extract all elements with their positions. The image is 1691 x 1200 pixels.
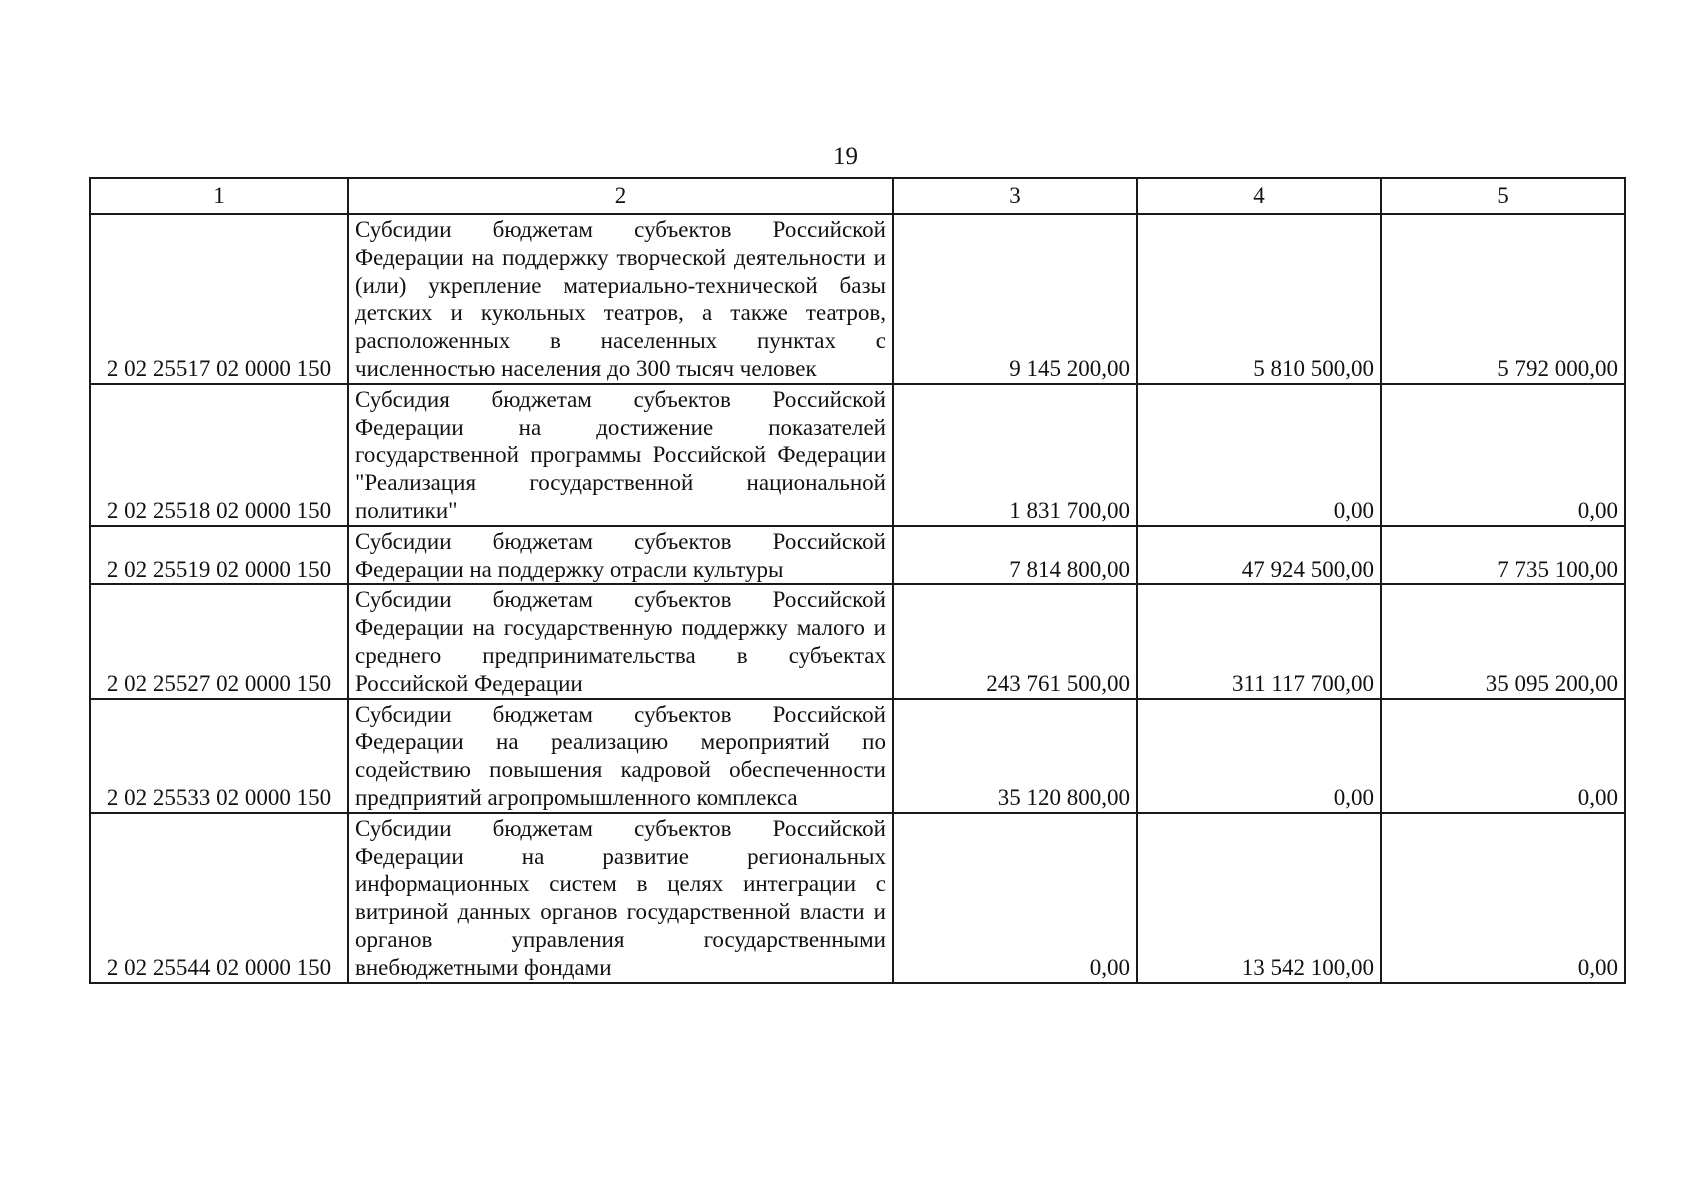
column-header-3: 3 (893, 178, 1137, 214)
table-header-row (90, 178, 1625, 214)
column-header-1: 1 (90, 178, 348, 214)
amount-col5: 0,00 (1381, 384, 1625, 526)
amount-col4: 311 117 700,00 (1137, 584, 1381, 698)
table-row (90, 214, 1625, 384)
amount-col4: 5 810 500,00 (1137, 214, 1381, 384)
amount-col5: 7 735 100,00 (1381, 526, 1625, 585)
budget-description: Субсидия бюджетам субъектов Российской Федерации на достижение показателей государственной программы Российской Федерации "Реализация государственной национальной политики" (348, 384, 893, 526)
column-header-5: 5 (1381, 178, 1625, 214)
amount-col3: 0,00 (893, 813, 1137, 983)
table-row (90, 526, 1625, 585)
budget-code: 2 02 25517 02 0000 150 (90, 214, 348, 384)
amount-col5: 35 095 200,00 (1381, 584, 1625, 698)
amount-col3: 35 120 800,00 (893, 699, 1137, 813)
budget-code: 2 02 25518 02 0000 150 (90, 384, 348, 526)
amount-col3: 243 761 500,00 (893, 584, 1137, 698)
budget-description: Субсидии бюджетам субъектов Российской Федерации на поддержку отрасли культуры (348, 526, 893, 585)
amount-col5: 5 792 000,00 (1381, 214, 1625, 384)
budget-code: 2 02 25544 02 0000 150 (90, 813, 348, 983)
budget-description: Субсидии бюджетам субъектов Российской Федерации на поддержку творческой деятельности и (или) укрепление материально-технической базы детских и кукольных театров, а также театров, расположенных в населенных пунктах с численностью населения до 300 тысяч человек (348, 214, 893, 384)
amount-col5: 0,00 (1381, 699, 1625, 813)
amount-col4: 0,00 (1137, 384, 1381, 526)
amount-col3: 7 814 800,00 (893, 526, 1137, 585)
amount-col5: 0,00 (1381, 813, 1625, 983)
column-header-4: 4 (1137, 178, 1381, 214)
amount-col4: 13 542 100,00 (1137, 813, 1381, 983)
budget-code: 2 02 25527 02 0000 150 (90, 584, 348, 698)
budget-table (89, 177, 1626, 984)
budget-description: Субсидии бюджетам субъектов Российской Федерации на реализацию мероприятий по содействию повышения кадровой обеспеченности предприятий агропромышленного комплекса (348, 699, 893, 813)
table-row (90, 699, 1625, 813)
budget-description: Субсидии бюджетам субъектов Российской Федерации на развитие региональных информационных систем в целях интеграции с витриной данных органов государственной власти и органов управления государственными внебюджетными фондами (348, 813, 893, 983)
table-row (90, 813, 1625, 983)
page-number: 19 (833, 143, 858, 170)
budget-description: Субсидии бюджетам субъектов Российской Федерации на государственную поддержку малого и среднего предпринимательства в субъектах Российской Федерации (348, 584, 893, 698)
table-row (90, 584, 1625, 698)
amount-col3: 1 831 700,00 (893, 384, 1137, 526)
table-row (90, 384, 1625, 526)
column-header-2: 2 (348, 178, 893, 214)
amount-col4: 47 924 500,00 (1137, 526, 1381, 585)
budget-code: 2 02 25519 02 0000 150 (90, 526, 348, 585)
amount-col4: 0,00 (1137, 699, 1381, 813)
budget-code: 2 02 25533 02 0000 150 (90, 699, 348, 813)
amount-col3: 9 145 200,00 (893, 214, 1137, 384)
